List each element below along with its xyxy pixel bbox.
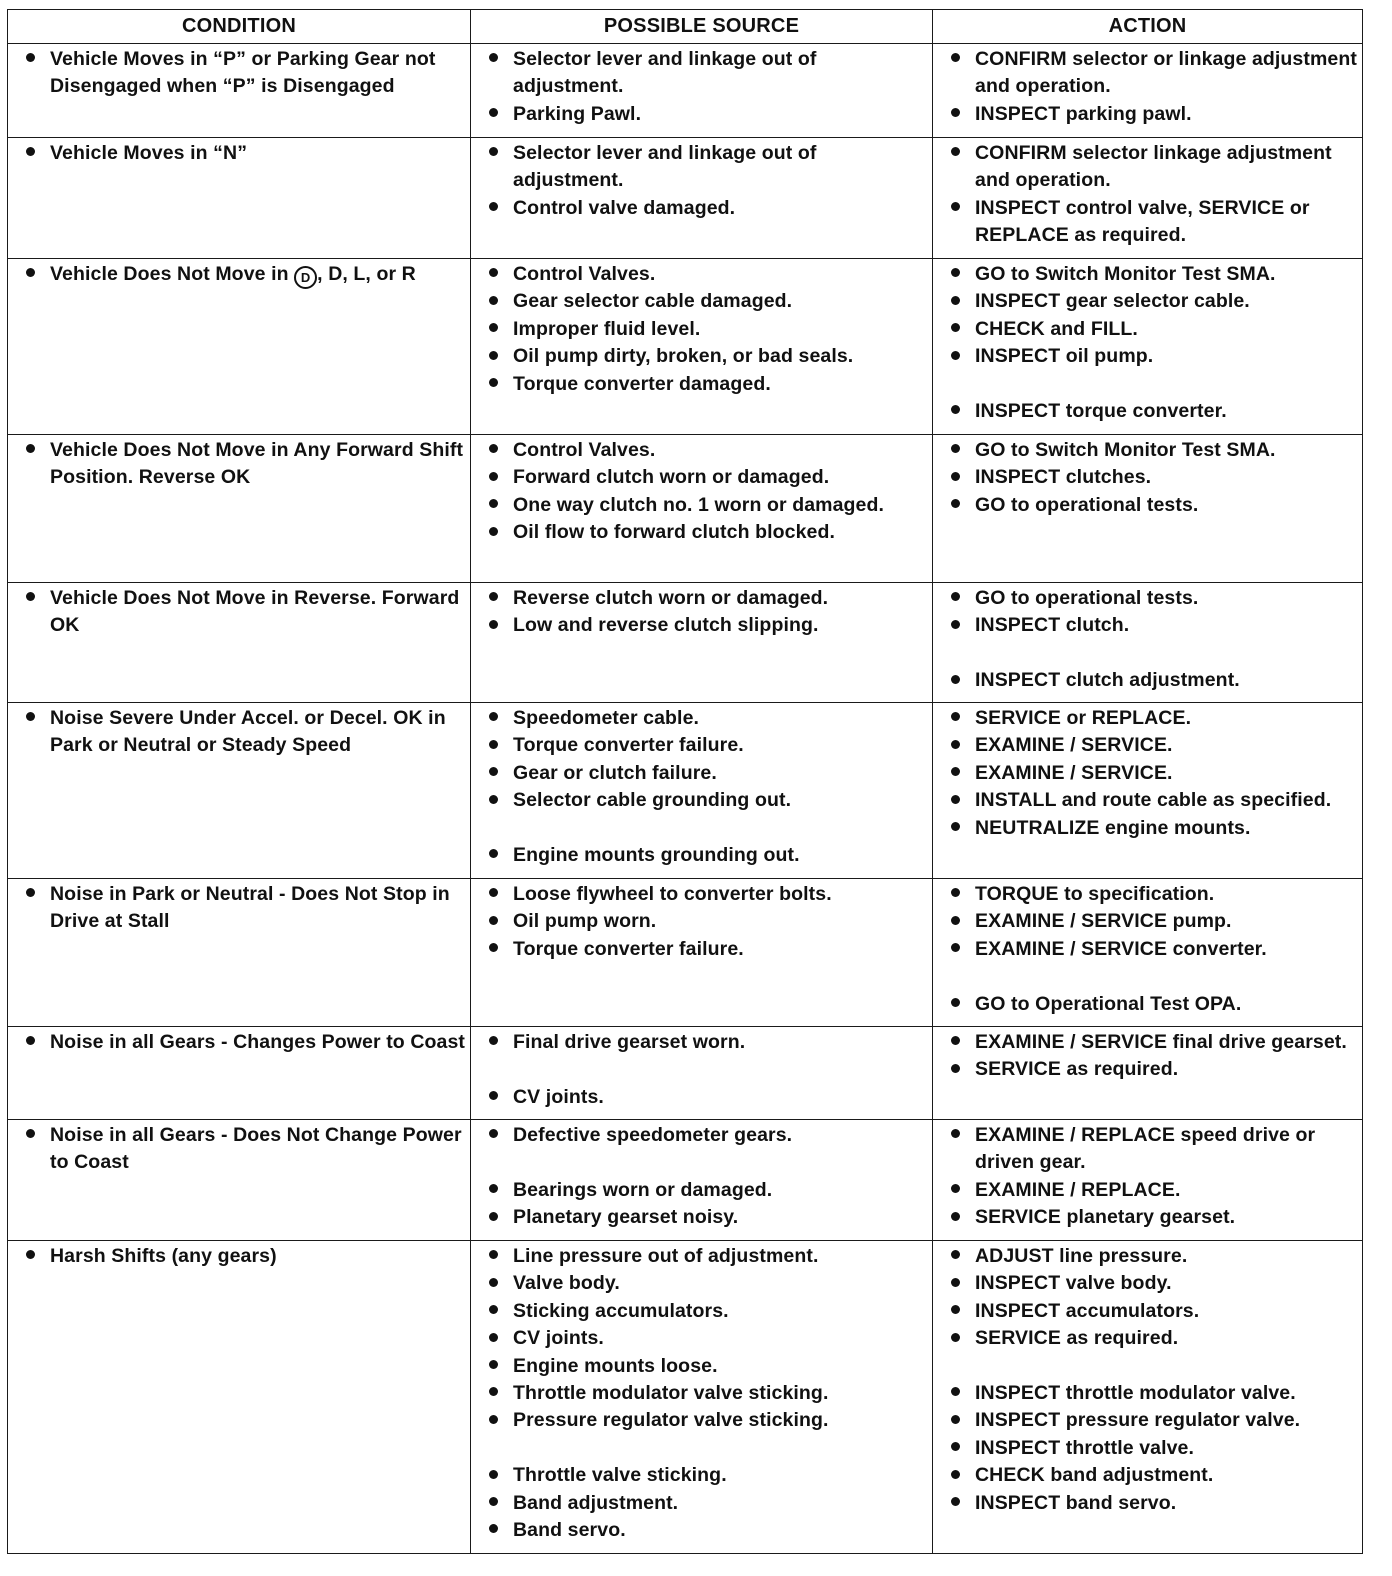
source-item: Control Valves. <box>513 263 656 285</box>
action-item: SERVICE as required. <box>975 1327 1179 1350</box>
bullet-icon <box>12 881 50 908</box>
bullet-icon <box>937 1270 975 1297</box>
bullet-icon <box>937 1029 975 1056</box>
circled-drive-symbol: D <box>294 266 317 289</box>
condition-cell <box>8 703 471 879</box>
condition-cell <box>8 1120 471 1241</box>
bullet-icon <box>937 1407 975 1434</box>
action-cell <box>933 138 1363 259</box>
bullet-icon <box>937 288 975 315</box>
bullet-icon <box>475 371 513 398</box>
bullet-icon <box>475 1177 513 1204</box>
source-item: Improper fluid level. <box>513 317 701 340</box>
action-item: CHECK band adjustment. <box>975 1464 1214 1487</box>
condition-cell <box>8 583 471 703</box>
bullet-icon <box>475 842 513 869</box>
bullet-icon <box>475 140 513 167</box>
source-cell <box>471 435 933 583</box>
bullet-icon <box>937 1122 975 1149</box>
bullet-icon <box>475 492 513 519</box>
action-item: EXAMINE / REPLACE speed drive or driven gear. <box>975 1124 1316 1174</box>
action-item: SERVICE or REPLACE. <box>975 707 1192 729</box>
bullet-icon <box>475 1243 513 1270</box>
action-item: INSPECT valve body. <box>975 1272 1172 1295</box>
source-item: Torque converter damaged. <box>513 372 771 395</box>
bullet-icon <box>475 1298 513 1325</box>
bullet-icon <box>937 261 975 288</box>
bullet-icon <box>475 1380 513 1407</box>
bullet-icon <box>937 1462 975 1489</box>
bullet-icon <box>475 316 513 343</box>
bullet-icon <box>937 464 975 491</box>
bullet-icon <box>937 343 975 370</box>
bullet-icon <box>937 1325 975 1352</box>
bullet-icon <box>937 991 975 1018</box>
source-item: Parking Pawl. <box>513 102 642 125</box>
header-row <box>8 10 1363 44</box>
source-item: Engine mounts loose. <box>513 1354 718 1377</box>
bullet-icon <box>475 1204 513 1231</box>
action-item: NEUTRALIZE engine mounts. <box>975 816 1251 839</box>
source-item: Pressure regulator valve sticking. <box>513 1409 829 1432</box>
action-item: SERVICE planetary gearset. <box>975 1206 1236 1229</box>
bullet-icon <box>475 1122 513 1149</box>
table-row <box>8 44 1363 138</box>
condition-text: Harsh Shifts (any gears) <box>50 1245 277 1267</box>
action-item: CONFIRM selector or linkage adjustment and operation. <box>975 48 1357 98</box>
action-item: EXAMINE / SERVICE converter. <box>975 937 1267 960</box>
action-item: INSPECT control valve, SERVICE or REPLACE as required. <box>975 196 1310 247</box>
bullet-icon <box>475 1462 513 1489</box>
condition-text: Vehicle Moves in “N” <box>50 142 248 164</box>
source-item: Torque converter failure. <box>513 734 744 757</box>
bullet-icon <box>475 1029 513 1056</box>
bullet-icon <box>12 705 50 732</box>
bullet-icon <box>937 815 975 842</box>
source-item: Speedometer cable. <box>513 707 700 729</box>
action-item: GO to Switch Monitor Test SMA. <box>975 439 1276 461</box>
action-item: GO to operational tests. <box>975 587 1199 609</box>
bullet-icon <box>12 140 50 167</box>
bullet-icon <box>475 1325 513 1352</box>
bullet-icon <box>475 101 513 128</box>
source-item: Selector cable grounding out. <box>513 789 792 812</box>
source-item: Bearings worn or damaged. <box>513 1178 773 1201</box>
bullet-icon <box>937 732 975 759</box>
bullet-icon <box>475 787 513 814</box>
action-item: TORQUE to specification. <box>975 883 1215 905</box>
source-item: Defective speedometer gears. <box>513 1124 793 1146</box>
diagnosis-table-page <box>7 9 1362 1554</box>
source-item: Planetary gearset noisy. <box>513 1206 739 1229</box>
action-item: GO to operational tests. <box>975 493 1199 516</box>
bullet-icon <box>475 705 513 732</box>
action-item: INSPECT oil pump. <box>975 345 1154 368</box>
bullet-icon <box>475 1490 513 1517</box>
bullet-icon <box>475 585 513 612</box>
bullet-icon <box>475 732 513 759</box>
condition-text: Vehicle Does Not Move in Reverse. Forward OK <box>50 587 460 637</box>
source-item: Control valve damaged. <box>513 196 736 219</box>
action-item: INSPECT throttle modulator valve. <box>975 1382 1296 1405</box>
condition-text: Vehicle Moves in “P” or Parking Gear not Disengaged when “P” is Disengaged <box>50 48 436 98</box>
bullet-icon <box>475 195 513 222</box>
source-item: Throttle valve sticking. <box>513 1464 727 1487</box>
source-item: Final drive gearset worn. <box>513 1031 746 1053</box>
action-cell <box>933 435 1363 583</box>
action-item: EXAMINE / SERVICE. <box>975 761 1173 784</box>
bullet-icon <box>475 908 513 935</box>
table-row <box>8 259 1363 435</box>
bullet-icon <box>475 936 513 963</box>
bullet-icon <box>475 1270 513 1297</box>
bullet-icon <box>937 492 975 519</box>
bullet-icon <box>937 1243 975 1270</box>
bullet-icon <box>12 437 50 464</box>
condition-text: Noise in all Gears - Changes Power to Coast <box>50 1031 465 1053</box>
action-item: INSPECT pressure regulator valve. <box>975 1409 1301 1432</box>
source-cell <box>471 138 933 259</box>
bullet-icon <box>937 667 975 694</box>
bullet-icon <box>12 585 50 612</box>
action-item: GO to Switch Monitor Test SMA. <box>975 263 1276 285</box>
action-cell <box>933 1241 1363 1554</box>
condition-text-before: Vehicle Does Not Move in <box>50 263 295 285</box>
condition-text-after: , D, L, or R <box>317 263 416 285</box>
source-item: Band servo. <box>513 1519 626 1542</box>
action-item: EXAMINE / REPLACE. <box>975 1178 1181 1201</box>
source-cell <box>471 879 933 1027</box>
action-item: INSPECT clutches. <box>975 466 1152 489</box>
action-item: INSPECT clutch adjustment. <box>975 669 1240 692</box>
bullet-icon <box>12 1122 50 1149</box>
bullet-icon <box>937 908 975 935</box>
bullet-icon <box>937 1056 975 1083</box>
condition-cell <box>8 138 471 259</box>
bullet-icon <box>937 398 975 425</box>
source-item: Gear selector cable damaged. <box>513 290 793 313</box>
action-item: GO to Operational Test OPA. <box>975 992 1242 1015</box>
condition-text: Noise in Park or Neutral - Does Not Stop in Drive at Stall <box>50 883 450 933</box>
header-action: ACTION <box>933 10 1363 44</box>
bullet-icon <box>12 1029 50 1056</box>
bullet-icon <box>475 288 513 315</box>
source-cell <box>471 583 933 703</box>
source-item: Throttle modulator valve sticking. <box>513 1382 829 1405</box>
action-item: INSTALL and route cable as specified. <box>975 789 1332 812</box>
source-item: CV joints. <box>513 1327 604 1350</box>
condition-cell <box>8 879 471 1027</box>
condition-cell <box>8 44 471 138</box>
action-item: CONFIRM selector linkage adjustment and operation. <box>975 142 1332 192</box>
bullet-icon <box>937 936 975 963</box>
bullet-icon <box>475 1353 513 1380</box>
bullet-icon <box>937 437 975 464</box>
bullet-icon <box>937 316 975 343</box>
source-item: Selector lever and linkage out of adjustment. <box>513 48 817 98</box>
source-cell <box>471 703 933 879</box>
bullet-icon <box>937 612 975 639</box>
bullet-icon <box>937 787 975 814</box>
action-cell <box>933 44 1363 138</box>
bullet-icon <box>475 437 513 464</box>
source-item: Sticking accumulators. <box>513 1299 729 1322</box>
action-cell <box>933 259 1363 435</box>
source-item: Torque converter failure. <box>513 937 744 960</box>
source-item: Control Valves. <box>513 439 656 461</box>
bullet-icon <box>937 1435 975 1462</box>
source-cell <box>471 1120 933 1241</box>
bullet-icon <box>475 1517 513 1544</box>
source-item: Low and reverse clutch slipping. <box>513 614 819 637</box>
action-item: INSPECT throttle valve. <box>975 1436 1195 1459</box>
action-cell <box>933 1120 1363 1241</box>
bullet-icon <box>475 343 513 370</box>
bullet-icon <box>475 1084 513 1111</box>
action-cell <box>933 879 1363 1027</box>
table-row <box>8 1120 1363 1241</box>
bullet-icon <box>937 1490 975 1517</box>
action-item: EXAMINE / SERVICE pump. <box>975 910 1232 933</box>
condition-text <box>50 261 466 289</box>
source-item: Gear or clutch failure. <box>513 761 717 784</box>
bullet-icon <box>12 46 50 73</box>
bullet-icon <box>475 519 513 546</box>
bullet-icon <box>475 760 513 787</box>
bullet-icon <box>937 1204 975 1231</box>
action-item: INSPECT torque converter. <box>975 400 1227 423</box>
source-item: Selector lever and linkage out of adjustment. <box>513 142 817 192</box>
condition-text: Noise in all Gears - Does Not Change Power to Coast <box>50 1124 462 1174</box>
bullet-icon <box>12 1243 50 1270</box>
bullet-icon <box>475 464 513 491</box>
action-item: INSPECT gear selector cable. <box>975 290 1250 313</box>
condition-cell <box>8 1027 471 1120</box>
condition-cell <box>8 1241 471 1554</box>
bullet-icon <box>937 705 975 732</box>
bullet-icon <box>937 760 975 787</box>
source-item: Line pressure out of adjustment. <box>513 1245 819 1267</box>
action-cell <box>933 703 1363 879</box>
table-row <box>8 1241 1363 1554</box>
source-item: CV joints. <box>513 1085 604 1108</box>
table-row <box>8 435 1363 583</box>
source-item: Loose flywheel to converter bolts. <box>513 883 832 905</box>
source-item: Oil pump dirty, broken, or bad seals. <box>513 345 854 368</box>
bullet-icon <box>475 261 513 288</box>
source-cell <box>471 44 933 138</box>
bullet-icon <box>937 140 975 167</box>
bullet-icon <box>475 1407 513 1434</box>
bullet-icon <box>937 195 975 222</box>
diagnosis-table <box>7 9 1363 1554</box>
source-item: Forward clutch worn or damaged. <box>513 466 830 489</box>
bullet-icon <box>937 1298 975 1325</box>
source-item: Reverse clutch worn or damaged. <box>513 587 829 609</box>
header-possible-source: POSSIBLE SOURCE <box>471 10 933 44</box>
bullet-icon <box>475 46 513 73</box>
source-cell <box>471 1027 933 1120</box>
action-item: INSPECT accumulators. <box>975 1299 1200 1322</box>
condition-cell <box>8 259 471 435</box>
source-item: One way clutch no. 1 worn or damaged. <box>513 493 885 516</box>
action-item: EXAMINE / SERVICE final drive gearset. <box>975 1031 1347 1053</box>
source-item: Band adjustment. <box>513 1491 679 1514</box>
source-item: Oil flow to forward clutch blocked. <box>513 521 836 544</box>
bullet-icon <box>937 1380 975 1407</box>
source-item: Valve body. <box>513 1272 620 1295</box>
bullet-icon <box>475 612 513 639</box>
source-cell <box>471 1241 933 1554</box>
table-row <box>8 138 1363 259</box>
action-item: EXAMINE / SERVICE. <box>975 734 1173 757</box>
action-item: ADJUST line pressure. <box>975 1245 1188 1267</box>
bullet-icon <box>937 46 975 73</box>
header-condition: CONDITION <box>8 10 471 44</box>
condition-text: Vehicle Does Not Move in Any Forward Shift Position. Reverse OK <box>50 439 464 489</box>
bullet-icon <box>937 101 975 128</box>
bullet-icon <box>937 881 975 908</box>
action-item: SERVICE as required. <box>975 1058 1179 1081</box>
table-row <box>8 703 1363 879</box>
action-cell <box>933 1027 1363 1120</box>
bullet-icon <box>475 881 513 908</box>
table-row <box>8 879 1363 1027</box>
action-cell <box>933 583 1363 703</box>
action-item: INSPECT band servo. <box>975 1491 1177 1514</box>
source-cell <box>471 259 933 435</box>
action-item: INSPECT clutch. <box>975 614 1130 637</box>
condition-cell <box>8 435 471 583</box>
bullet-icon <box>937 585 975 612</box>
source-item: Oil pump worn. <box>513 910 657 933</box>
action-item: CHECK and FILL. <box>975 317 1138 340</box>
bullet-icon <box>937 1177 975 1204</box>
bullet-icon <box>12 261 50 288</box>
source-item: Engine mounts grounding out. <box>513 844 800 867</box>
table-row <box>8 583 1363 703</box>
condition-text: Noise Severe Under Accel. or Decel. OK in Park or Neutral or Steady Speed <box>50 707 446 757</box>
table-row <box>8 1027 1363 1120</box>
action-item: INSPECT parking pawl. <box>975 102 1192 125</box>
